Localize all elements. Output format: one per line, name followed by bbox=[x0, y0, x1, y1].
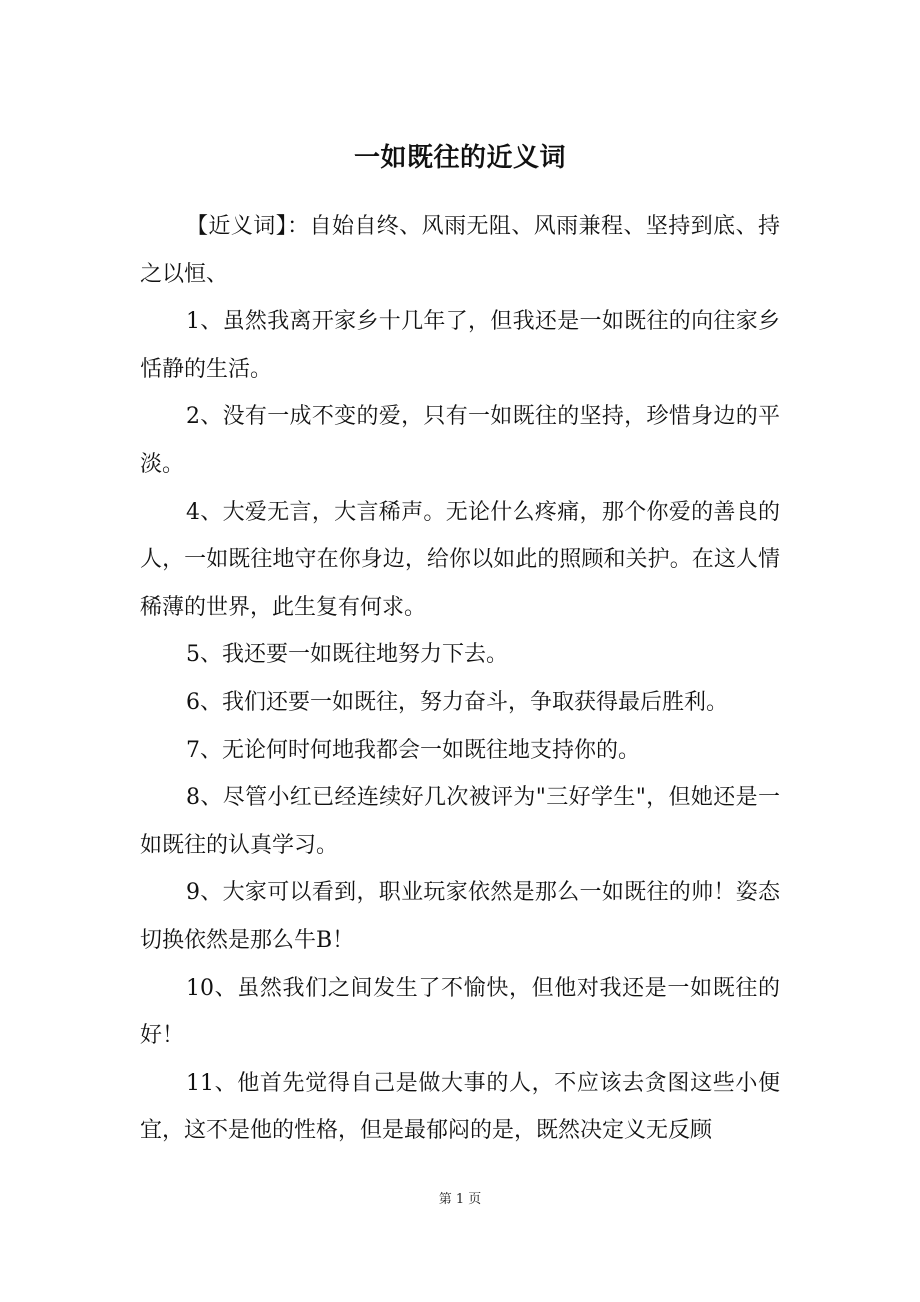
example-sentence-10: 10、虽然我们之间发生了不愉快，但他对我还是一如既往的好！ bbox=[140, 975, 780, 1049]
example-sentence-8: 8、尽管小红已经连续好几次被评为"三好学生"，但她还是一如既往的认真学习。 bbox=[140, 785, 780, 858]
example-sentence-7: 7、无论何时何地我都会一如既往地支持你的。 bbox=[186, 737, 640, 763]
page-number: 第 1 页 bbox=[438, 1192, 482, 1207]
example-sentence-1: 1、虽然我离开家乡十几年了，但我还是一如既往的向往家乡恬静的生活。 bbox=[140, 309, 780, 382]
synonyms-paragraph: 【近义词】：自始自终、风雨无阻、风雨兼程、坚持到底、持之以恒、 bbox=[140, 214, 780, 287]
example-sentence-4: 4、大爱无言，大言稀声。无论什么疼痛，那个你爱的善良的人，一如既往地守在你身边，给你以如此的照顾和关护。在这人情稀薄的世界，此生复有何求。 bbox=[140, 499, 780, 620]
example-sentence-6: 6、我们还要一如既往，努力奋斗，争取获得最后胜利。 bbox=[186, 689, 728, 715]
document-body bbox=[140, 203, 780, 1155]
example-sentence-9: 9、大家可以看到，职业玩家依然是那么一如既往的帅！姿态切换依然是那么牛B！ bbox=[140, 880, 780, 953]
document-title: 一如既往的近义词 bbox=[353, 143, 566, 173]
example-sentence-2: 2、没有一成不变的爱，只有一如既往的坚持，珍惜身边的平淡。 bbox=[140, 404, 780, 477]
example-sentence-5: 5、我还要一如既往地努力下去。 bbox=[186, 642, 508, 668]
example-sentence-11: 11、他首先觉得自己是做大事的人，不应该去贪图这些小便宜，这不是他的性格，但是最郁闷的是，既然决定义无反顾 bbox=[140, 1070, 780, 1144]
